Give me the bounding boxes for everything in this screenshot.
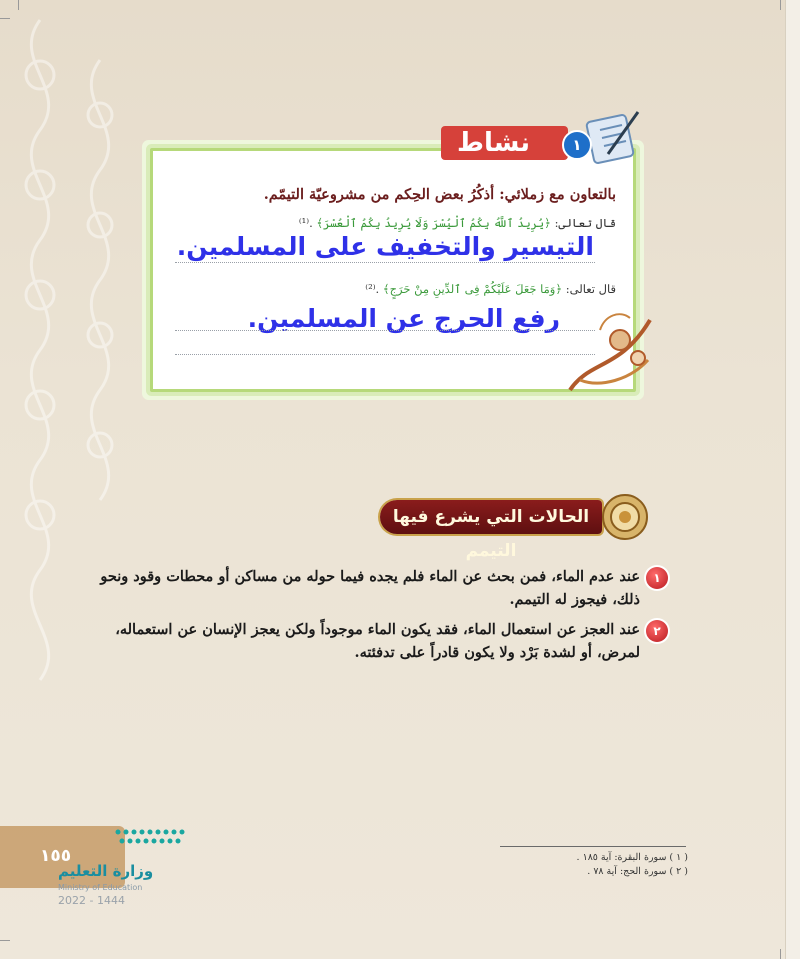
footnote-2: ( ٢ ) سورة الحج: آية ٧٨ .	[587, 866, 688, 877]
rosette-icon	[600, 492, 650, 542]
activity-instruction: بالتعاون مع زملائي: أذكُرُ بعض الحِكم من مشروعيّة التيمّم.	[263, 186, 616, 203]
answer-2[interactable]: رفع الحرج عن المسلمين.	[247, 304, 560, 333]
crop-mark	[780, 949, 781, 959]
verse-1	[161, 216, 616, 230]
ministry-logo-icon	[112, 826, 192, 848]
verse-2-text: ﴿وَمَا جَعَلَ عَلَيْكُمْ فِى ٱلدِّينِ مِنْ حَرَجٍ﴾	[382, 282, 563, 296]
crop-mark	[18, 0, 19, 10]
crop-mark	[0, 940, 10, 941]
section-title: الحالات التي يشرع فيها التيمم	[380, 500, 602, 534]
verse-2	[161, 282, 616, 296]
verse-1-ref: .⁽¹⁾	[298, 216, 313, 230]
floral-ornament	[560, 300, 660, 398]
case-2-number: ٢	[646, 620, 668, 642]
page-number: ١٥٥	[40, 846, 72, 866]
verse-1-text: ﴿يُرِيدُ ٱللَّهُ بِكُمُ ٱلْيُسْرَ وَلَا يُرِيدُ بِكُمُ ٱلْعُسْرَ﴾	[316, 216, 551, 230]
edition-year: 2022 - 1444	[58, 894, 125, 907]
answer-line	[175, 354, 595, 355]
footnote-divider	[500, 846, 686, 847]
activity-number-badge: ١	[562, 130, 592, 160]
answer-line	[175, 330, 595, 331]
verse-1-intro: قال تعالى:	[554, 216, 616, 230]
footnote-1: ( ١ ) سورة البقرة: آية ١٨٥ .	[576, 852, 688, 863]
ministry-name: وزارة التعليم	[58, 862, 154, 880]
case-1-text: عند عدم الماء، فمن بحث عن الماء فلم يجده فيما حوله من مساكن أو محطات وقود ونحو ذلك، فيجوز له التيمم.	[100, 568, 640, 608]
activity-label: نشاط	[441, 126, 568, 160]
ministry-name-english: Ministry of Education	[58, 883, 143, 892]
answer-1[interactable]: التيسير والتخفيف على المسلمين.	[176, 232, 594, 261]
verse-2-ref: .⁽²⁾	[365, 282, 380, 296]
verse-2-intro: قال تعالى:	[565, 282, 616, 296]
crop-mark	[780, 0, 781, 10]
crop-mark	[0, 18, 10, 19]
case-1-number: ١	[646, 567, 668, 589]
case-2-text: عند العجز عن استعمال الماء، فقد يكون الماء موجوداً ولكن يعجز الإنسان عن استعماله، لمرض، أو لشدة بَرْد ولا يكون قادراً على تدفئته.	[115, 621, 640, 661]
page-edge	[785, 0, 800, 959]
answer-line	[175, 262, 595, 263]
